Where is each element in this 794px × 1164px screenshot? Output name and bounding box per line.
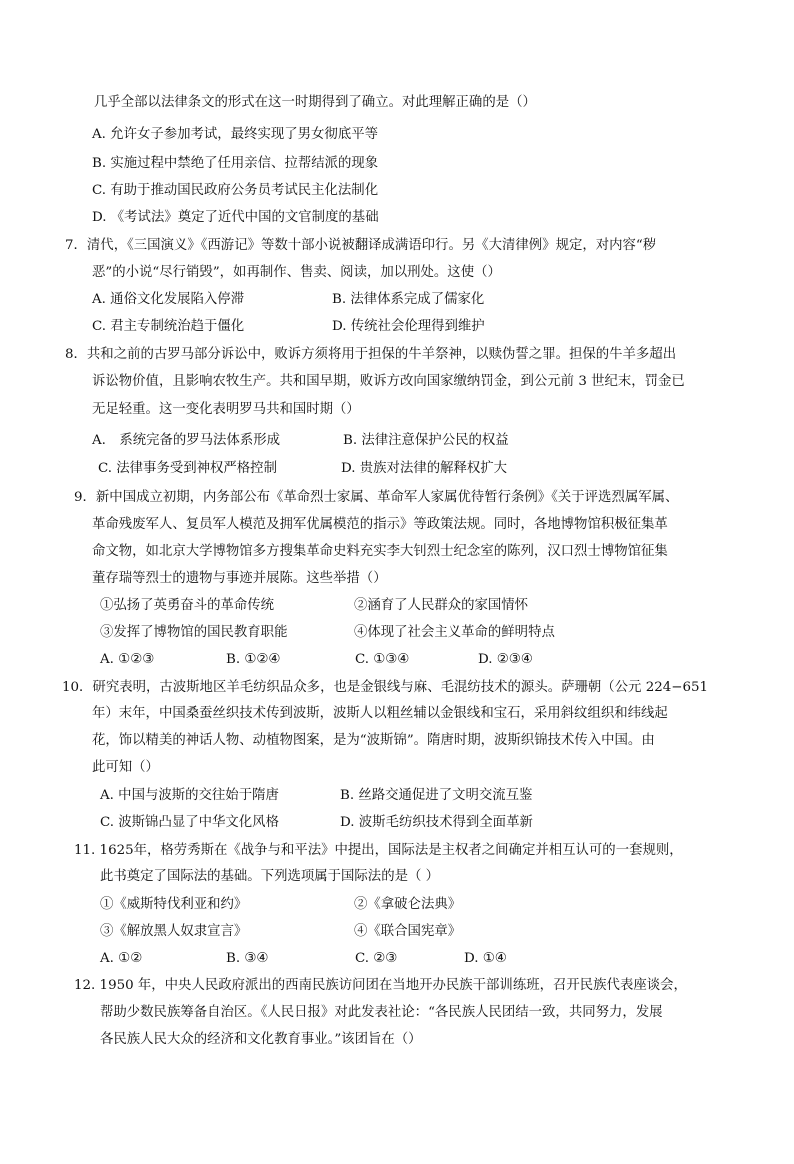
q7-stem-line: 恶”的小说“尽行销毁”，如再制作、售卖、阅读，加以刑处。这使（）: [92, 265, 501, 280]
q11-item-1: ①《威斯特伐利亚和约》: [100, 897, 248, 912]
q7-option-a: A. 通俗文化发展陷入停滞: [92, 292, 245, 307]
q8-stem-line: 诉讼物价值，且影响农牧生产。共和国早期，败诉方改向国家缴纳罚金，到公元前 3 世纪末，罚金已: [92, 374, 685, 389]
q9-option-c: C. ①③④: [355, 652, 410, 667]
q9-item-3: ③发挥了博物馆的国民教育职能: [100, 625, 288, 640]
q10-stem-line: 花，饰以精美的神话人物、动植物图案，是为“波斯锦”。隋唐时期，波斯织锦技术传入中国。由: [92, 733, 655, 748]
q12-stem-line: 各民族人民大众的经济和文化教育事业。”该团旨在（）: [100, 1032, 422, 1047]
q11-option-a: A. ①②: [100, 951, 143, 966]
q11-stem-line: 11. 1625年，格劳秀斯在《战争与和平法》中提出，国际法是主权者之间确定并相互认可的一套规则，: [74, 843, 683, 858]
q7-stem-line: 7．清代，《三国演义》《西游记》等数十部小说被翻译成满语印行。另《大清律例》规定，对内容“秽: [65, 238, 657, 253]
q6-option-d: D. 《考试法》奠定了近代中国的文官制度的基础: [92, 210, 379, 225]
q6-text-line: 几乎全部以法律条文的形式在这一时期得到了确立。对此理解正确的是（）: [94, 95, 536, 110]
q10-option-a: A. 中国与波斯的交往始于隋唐: [100, 788, 279, 803]
q11-item-4: ④《联合国宪章》: [354, 924, 462, 939]
q10-stem-line: 此可知（）: [92, 760, 159, 775]
q9-item-1: ①弘扬了英勇奋斗的革命传统: [100, 598, 275, 613]
q9-stem-line: 董存瑞等烈士的遗物与事迹并展陈。这些举措（）: [92, 571, 387, 586]
q11-option-b: B. ③④: [226, 951, 269, 966]
q9-item-4: ④体现了社会主义革命的鲜明特点: [354, 625, 555, 640]
q11-option-c: C. ②③: [355, 951, 398, 966]
q9-option-b: B. ①②④: [226, 652, 281, 667]
q9-option-d: D. ②③④: [478, 652, 533, 667]
q8-option-d: D. 贵族对法律的解释权扩大: [341, 461, 508, 476]
q6-option-c: C. 有助于推动国民政府公务员考试民主化法制化: [92, 183, 379, 198]
q11-stem-line: 此书奠定了国际法的基础。下列选项属于国际法的是（ ）: [100, 869, 440, 884]
q8-option-b: B. 法律注意保护公民的权益: [343, 433, 509, 448]
q10-option-c: C. 波斯锦凸显了中华文化风格: [100, 815, 279, 830]
q9-item-2: ②涵育了人民群众的家国情怀: [354, 598, 529, 613]
q9-option-a: A. ①②③: [100, 652, 155, 667]
q12-stem-line: 12. 1950 年，中央人民政府派出的西南民族访问团在当地开办民族干部训练班，召开民族代表座谈会，: [74, 978, 687, 993]
q7-option-b: B. 法律体系完成了儒家化: [332, 292, 485, 307]
q10-stem-line: 10．研究表明，古波斯地区羊毛纺织品众多，也是金银线与麻、毛混纺技术的源头。萨珊朝（公元 224−651: [62, 680, 709, 695]
q8-option-a: A. 系统完备的罗马法体系形成: [92, 433, 281, 448]
q12-stem-line: 帮助少数民族筹备自治区。《人民日报》对此发表社论：“各民族人民团结一致，共同努力，发展: [100, 1005, 663, 1020]
q9-stem-line: 命文物，如北京大学博物馆多方搜集革命史料充实李大钊烈士纪念室的陈列，汉口烈士博物馆征集: [92, 544, 668, 559]
q10-option-b: B. 丝路交通促进了文明交流互鉴: [340, 788, 533, 803]
q7-option-c: C. 君主专制统治趋于僵化: [92, 319, 245, 334]
q11-item-3: ③《解放黑人奴隶宣言》: [100, 924, 248, 939]
q8-stem-line: 8．共和之前的古罗马部分诉讼中，败诉方须将用于担保的牛羊祭神，以赎伪誓之罪。担保的牛羊多超出: [65, 347, 677, 362]
q10-option-d: D. 波斯毛纺织技术得到全面革新: [340, 815, 533, 830]
q10-stem-line: 年）末年，中国桑蚕丝织技术传到波斯，波斯人以粗丝辅以金银线和宝石，采用斜纹组织和纬线起: [92, 706, 668, 721]
q6-option-a: A. 允许女子参加考试，最终实现了男女彻底平等: [92, 127, 378, 142]
q11-option-d: D. ①④: [464, 951, 507, 966]
q8-option-c: C. 法律事务受到神权严格控制: [98, 461, 277, 476]
q9-stem-line: 革命残废军人、复员军人模范及拥军优属模范的指示》等政策法规。同时，各地博物馆积极征集革: [92, 517, 668, 532]
q9-stem-line: 9．新中国成立初期，内务部公布《革命烈士家属、革命军人家属优待暂行条例》《关于评选烈属军属、: [74, 490, 679, 505]
q11-item-2: ②《拿破仑法典》: [354, 897, 462, 912]
q8-stem-line: 无足轻重。这一变化表明罗马共和国时期（）: [92, 402, 360, 417]
q6-option-b: B. 实施过程中禁绝了任用亲信、拉帮结派的现象: [92, 156, 379, 171]
q7-option-d: D. 传统社会伦理得到维护: [332, 319, 485, 334]
